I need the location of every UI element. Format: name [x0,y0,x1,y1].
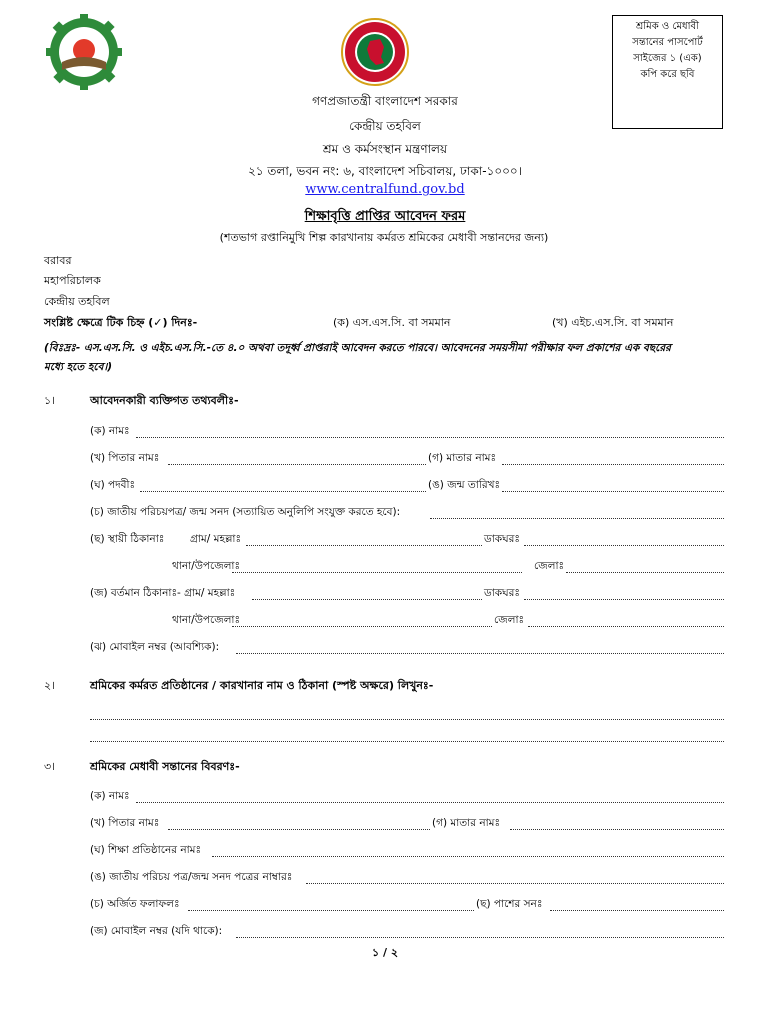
s1-dob-field[interactable] [502,491,724,492]
recipient-title: মহাপরিচালক [44,274,101,287]
s2-line-2[interactable] [90,741,724,742]
s1-father-field[interactable] [168,464,426,465]
s1-post-label: ডাকঘরঃ [484,533,520,545]
recipient-to: বরাবর [44,254,72,267]
s1-mother-field[interactable] [502,464,724,465]
central-fund-logo [44,12,124,92]
s1-post2-label: ডাকঘরঃ [484,587,520,599]
s1-district2-label: জেলাঃ [494,614,525,626]
form-subtitle: (শতভাগ রপ্তানিমুখি শিল্প কারখানায় কর্মরত শ্রমিকের মেধাবী সন্তানদের জন্য) [219,231,549,244]
s1-thana-field[interactable] [232,572,522,573]
s1-designation-label: (ঘ) পদবীঃ [90,479,136,491]
s3-father-field[interactable] [168,829,430,830]
section-1-title: আবেদনকারী ব্যক্তিগত তথ্যবলীঃ- [90,394,239,407]
form-title: শিক্ষাবৃত্তি প্রাপ্তির আবেদন ফরম [304,209,466,224]
s3-nid-label: (ঙ) জাতীয় পরিচয় পত্র/জন্ম সনদ পত্রের নাম্বারঃ [90,871,293,883]
page-number: ১ / ২ [372,946,398,959]
s3-nid-field[interactable] [306,883,724,884]
section-1-number: ১। [44,394,56,407]
s1-mobile-label: (ঝ) মোবাইল নম্বর (আবশ্যিক): [90,641,220,653]
s1-present-village-field[interactable] [252,599,482,600]
tick-instruction: সংশ্লিষ্ট ক্ষেত্রে টিক চিহ্ন (✓) দিনঃ- [44,316,198,329]
section-3-number: ৩। [44,760,56,773]
section-2-number: ২। [44,679,56,692]
s1-name-label: (ক) নামঃ [90,425,130,437]
s3-pass-year-field[interactable] [550,910,724,911]
s3-result-field[interactable] [188,910,474,911]
s1-father-label: (খ) পিতার নামঃ [90,452,160,464]
s3-mother-label: (গ) মাতার নামঃ [432,817,501,829]
fund-name: কেন্দ্রীয় তহবিল [349,119,421,133]
s3-institution-field[interactable] [212,856,724,857]
s1-post-field[interactable] [524,545,724,546]
note-line-1: (বিঃদ্রঃ- এস.এস.সি. ও এইচ.এস.সি.-তে ৪.০ অথবা তদূর্ধ্ব প্রাপ্তরাই আবেদন করতে পারবে। আবেদনের সময়সীমা পরীক্ষার ফল প্রকাশের এক বছরের [44,342,671,354]
s1-dob-label: (ঙ) জন্ম তারিখঃ [428,479,501,491]
s1-mobile-field[interactable] [236,653,724,654]
s1-district-label: জেলাঃ [534,560,565,572]
option-ssc[interactable]: (ক) এস.এস.সি. বা সমমান [333,316,451,329]
s1-post2-field[interactable] [524,599,724,600]
ministry-name: শ্রম ও কর্মসংস্থান মন্ত্রণালয় [322,142,448,156]
s3-name-label: (ক) নামঃ [90,790,130,802]
s2-line-1[interactable] [90,719,724,720]
s1-district-field[interactable] [566,572,724,573]
s3-institution-label: (ঘ) শিক্ষা প্রতিষ্ঠানের নামঃ [90,844,202,856]
s1-village-field[interactable] [246,545,482,546]
government-seal-logo [340,17,410,87]
s1-present-address-label: (জ) বর্তমান ঠিকানাঃ- গ্রাম/ মহল্লাঃ [90,587,236,599]
s3-mobile-label: (জ) মোবাইল নম্বর (যদি থাকে): [90,925,223,937]
s1-nid-label: (চ) জাতীয় পরিচয়পত্র/ জন্ম সনদ (সত্যায়িত অনুলিপি সংযুক্ত করতে হবে): [90,506,401,518]
photo-box-line-3: সাইজের ১ (এক) [633,53,702,64]
s1-name-field[interactable] [136,437,724,438]
s1-district2-field[interactable] [528,626,724,627]
photo-box [612,15,723,129]
s3-name-field[interactable] [136,802,724,803]
photo-box-line-1: শ্রমিক ও মেধাবী [636,21,699,32]
s3-result-label: (চ) অর্জিত ফলাফলঃ [90,898,180,910]
s1-designation-field[interactable] [140,491,426,492]
s1-thana2-label: থানা/উপজেলাঃ [172,614,241,626]
office-address: ২১ তলা, ভবন নং: ৬, বাংলাদেশ সচিবালয়, ঢাকা-১০০০। [247,164,523,178]
s1-permanent-address-label: (ছ) স্থায়ী ঠিকানাঃ [90,533,165,545]
s1-thana2-field[interactable] [232,626,492,627]
government-name: গণপ্রজাতন্ত্রী বাংলাদেশ সরকার [312,94,458,108]
recipient-office: কেন্দ্রীয় তহবিল [44,295,110,308]
section-3-title: শ্রমিকের মেধাবী সন্তানের বিবরণঃ- [90,760,240,773]
photo-box-line-4: কপি করে ছবি [640,69,695,80]
s3-father-label: (খ) পিতার নামঃ [90,817,160,829]
option-hsc[interactable]: (খ) এইচ.এস.সি. বা সমমান [552,316,674,329]
website-link[interactable]: www.centralfund.gov.bd [305,182,465,197]
s1-nid-field[interactable] [430,518,724,519]
s1-mother-label: (গ) মাতার নামঃ [428,452,497,464]
s3-mobile-field[interactable] [236,937,724,938]
s3-pass-year-label: (ছ) পাশের সনঃ [476,898,543,910]
photo-box-line-2: সন্তানের পাসপোর্ট [632,37,703,48]
s1-thana-label: থানা/উপজেলাঃ [172,560,241,572]
note-line-2: মধ্যে হতে হবে।) [44,361,113,373]
s3-mother-field[interactable] [510,829,724,830]
s1-village-label: গ্রাম/ মহল্লাঃ [190,533,242,545]
section-2-title: শ্রমিকের কর্মরত প্রতিষ্ঠানের / কারখানার নাম ও ঠিকানা (স্পষ্ট অক্ষরে) লিখুনঃ- [90,679,434,692]
